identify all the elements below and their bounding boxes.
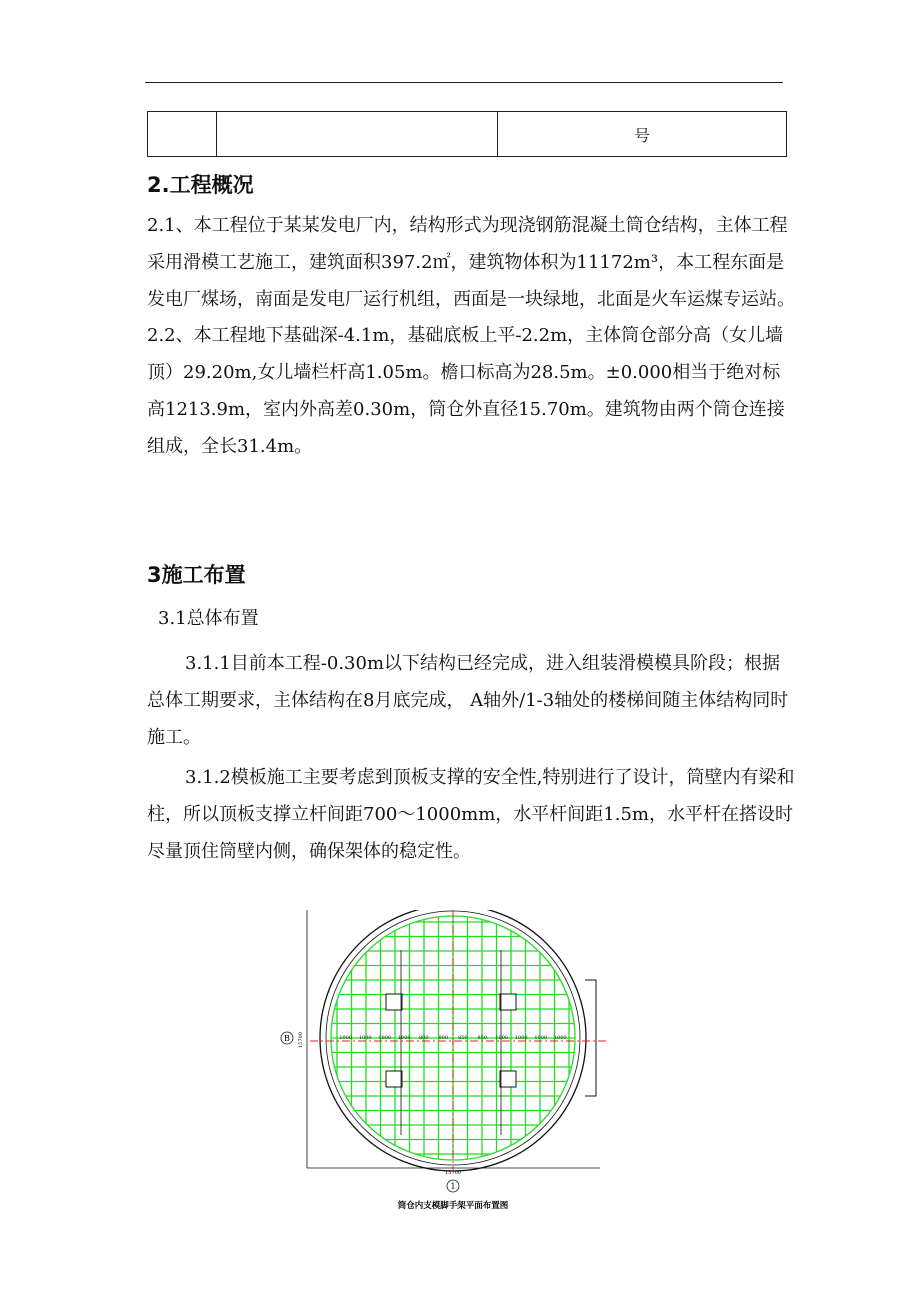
column-bottom-right [500, 1071, 516, 1087]
row-dimension-label: 1000 [397, 1035, 411, 1041]
row-dimension-label: 800 [438, 1035, 449, 1041]
paragraph-3-1-2: 3.1.2模板施工主要考虑到顶板支撑的安全性,特别进行了设计，筒壁内有梁和柱，所以顶板支撑立杆间距700～1000mm，水平杆间距1.5m，水平杆在搭设时尽量顶住筒壁内侧，确保架体的稳定性。 [147, 767, 795, 862]
row-dimension-label: 1000 [495, 1035, 509, 1041]
row-dimension-label: 800 [418, 1035, 429, 1041]
scaffold-layout-figure [270, 910, 620, 1218]
scaffold-plan-drawing [270, 910, 620, 1218]
silo-connector [585, 980, 596, 1096]
row-dimension-label: 1000 [358, 1035, 372, 1041]
axis-label-1: 1 [450, 1182, 456, 1191]
row-dimension-label: 1000 [534, 1035, 548, 1041]
row-dimension-label: 1000 [553, 1035, 567, 1041]
table-cell-3: 号 [498, 112, 787, 157]
column-bottom-left [386, 1071, 402, 1087]
row-dimension-label: 850 [457, 1035, 468, 1041]
row-dimension-label: 850 [477, 1035, 488, 1041]
row-dimension-label: 1000 [378, 1035, 392, 1041]
column-top-left [386, 994, 402, 1010]
column-top-right [500, 994, 516, 1010]
figure-caption: 筒仓内支模脚手架平面布置图 [397, 1201, 509, 1211]
dim-bottom-text: 15700 [445, 1170, 461, 1176]
dim-left-text: 15700 [298, 1032, 304, 1048]
section-2-heading: 2.工程概况 [147, 173, 254, 197]
section-2-body [147, 208, 797, 466]
axis-label-b: B [284, 1034, 290, 1043]
table-cell-1 [148, 112, 217, 157]
subsection-3-1-heading: 3.1总体布置 [158, 608, 259, 629]
header-table [147, 111, 787, 157]
paragraph-3-1-1: 3.1.1目前本工程-0.30m以下结构已经完成，进入组装滑模模具阶段；根据总体工期要求，主体结构在8月底完成， A轴外/1-3轴处的楼梯间随主体结构同时施工。 [147, 653, 789, 748]
table-cell-2 [217, 112, 498, 157]
paragraph-2-2: 2.2、本工程地下基础深-4.1m，基础底板上平-2.2m，主体筒仓部分高（女儿墙顶）29.20m,女儿墙栏杆高1.05m。檐口标高为28.5m。±0.000相当于绝对标高1213.9m，室内外高差0.30m，筒仓外直径15.70m。建筑物由两个筒仓连接组成，全长31.4m。 [147, 325, 785, 457]
row-dimension-label: 1000 [339, 1035, 353, 1041]
section-3-body [147, 646, 797, 871]
header-rule [145, 82, 783, 83]
section-3-heading: 3施工布置 [147, 563, 246, 587]
row-dimension-label: 1000 [514, 1035, 528, 1041]
paragraph-2-1: 2.1、本工程位于某某发电厂内，结构形式为现浇钢筋混凝土筒仓结构，主体工程采用滑模工艺施工，建筑面积397.2㎡，建筑物体积为11172m³，本工程东面是发电厂煤场，南面是发电厂运行机组，西面是一块绿地，北面是火车运煤专运站。 [147, 215, 795, 310]
